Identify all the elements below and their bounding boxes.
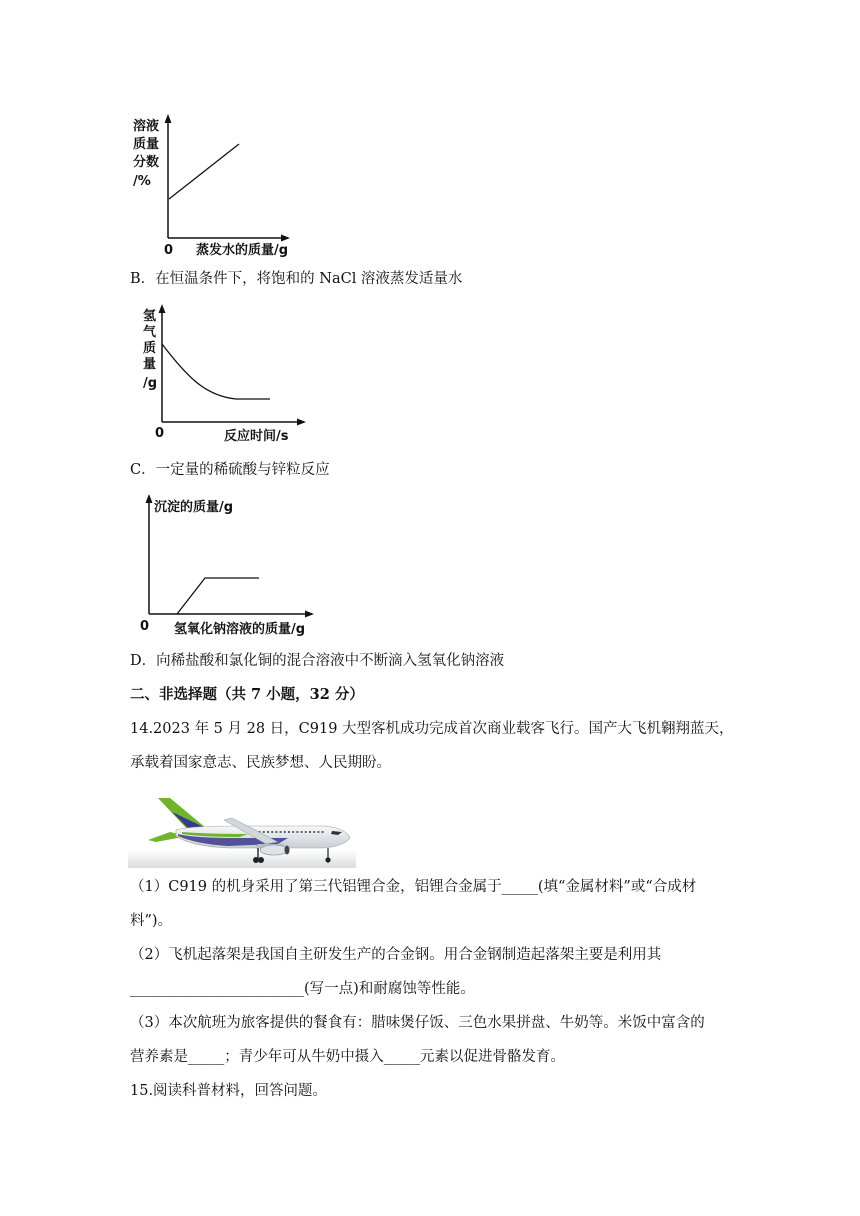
chart-b-line <box>169 144 239 199</box>
chart-c-x-arrow <box>297 419 306 426</box>
chart-b <box>126 110 316 260</box>
q14-part1-line2: 料”)。 <box>130 913 173 929</box>
chart-b-y-label-2: 质量 <box>133 137 160 152</box>
chart-c-y-label-1: 氢 <box>143 309 157 324</box>
chart-d <box>136 490 336 640</box>
option-d: D．向稀盐酸和氯化铜的混合溶液中不断滴入氢氧化钠溶液 <box>130 653 505 669</box>
q14-part3-line1: （3）本次航班为旅客提供的餐食有：腊味煲仔饭、三色水果拼盘、牛奶等。米饭中富含的 <box>130 1015 705 1031</box>
option-b: B．在恒温条件下，将饱和的 NaCl 溶液蒸发适量水 <box>130 271 463 287</box>
chart-c-y-label-4: 量 <box>143 357 157 372</box>
chart-c-y-arrow <box>159 304 166 313</box>
q14-part2-line1: （2）飞机起落架是我国自主研发生产的合金钢。用合金钢制造起落架主要是利用其 <box>130 947 662 963</box>
chart-c-origin: 0 <box>155 426 165 441</box>
chart-c-y-label-5: /g <box>143 376 158 391</box>
chart-c-curve <box>162 344 270 399</box>
chart-b-origin: 0 <box>164 243 174 258</box>
c919-airplane-image <box>128 794 356 868</box>
chart-b-y-label-3: 分数 <box>133 155 160 170</box>
chart-d-x-arrow <box>305 611 314 618</box>
chart-c-y-label-3: 质 <box>143 341 157 356</box>
q15-intro: 15.阅读科普材料，回答问题。 <box>130 1083 328 1099</box>
chart-d-origin: 0 <box>140 619 150 634</box>
q14-intro-line1: 14.2023 年 5 月 28 日，C919 大型客机成功完成首次商业载客飞行。国产大飞机翱翔蓝天， <box>130 721 734 737</box>
q14-intro-line2: 承载着国家意志、民族梦想、人民期盼。 <box>130 755 391 771</box>
chart-b-y-label-4: /% <box>133 174 151 189</box>
chart-d-y-arrow <box>146 494 153 503</box>
chart-c-y-label-2: 气 <box>143 325 157 340</box>
chart-b-y-arrow <box>165 114 172 123</box>
chart-d-y-label: 沉淀的质量/g <box>154 500 234 515</box>
chart-b-x-label: 蒸发水的质量/g <box>196 243 289 258</box>
q14-part3-line2: 营养素是_____；青少年可从牛奶中摄入_____元素以促进骨骼发育。 <box>130 1049 565 1065</box>
chart-d-x-label: 氢氧化钠溶液的质量/g <box>174 622 306 637</box>
section-heading: 二、非选择题（共 7 小题，32 分） <box>130 686 364 703</box>
chart-c <box>140 300 315 446</box>
q14-part1-line1: （1）C919 的机身采用了第三代铝锂合金，铝锂合金属于_____(填“金属材料”或“合成材 <box>130 879 697 895</box>
option-c: C．一定量的稀硫酸与锌粒反应 <box>130 462 330 478</box>
q14-part2-line2: ________________________(写一点)和耐腐蚀等性能。 <box>130 981 475 997</box>
chart-c-x-label: 反应时间/s <box>224 429 289 444</box>
chart-b-x-arrow <box>281 235 290 242</box>
chart-b-y-label-1: 溶液 <box>133 119 160 134</box>
chart-d-line <box>177 578 259 614</box>
